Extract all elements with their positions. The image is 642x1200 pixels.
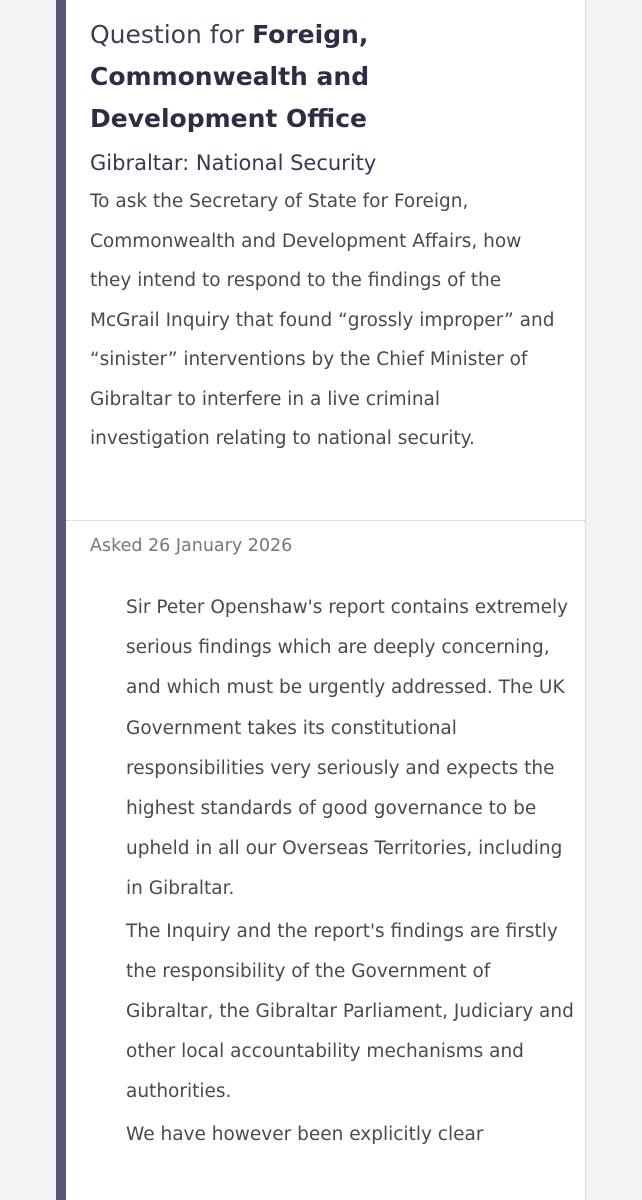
question-department-heading (90, 14, 565, 140)
asked-date: Asked 26 January 2026 (90, 536, 293, 556)
question-prefix: Question for (90, 20, 245, 49)
answer-body (126, 588, 576, 1157)
written-question-card (56, 0, 586, 1200)
answer-paragraph: Sir Peter Openshaw's report contains extremely serious findings which are deeply concerning, and which must be urgently addressed. The UK Government takes its constitutional responsibilities very seriously and expects the highest standards of good governance to be upheld in all our Overseas Territories, including in Gibraltar. (126, 597, 569, 900)
question-text: To ask the Secretary of State for Foreign, Commonwealth and Development Affairs, how they intend to respond to the findings of the McGrail Inquiry that found “grossly improper” and “sinister” interventions by the Chief Minister of Gibraltar to interfere in a live criminal investigation relating to national security. (90, 191, 555, 449)
answer-paragraph: The Inquiry and the report's findings are firstly the responsibility of the Government of Gibraltar, the Gibraltar Parliament, Judiciary and other local accountability mechanisms and authorities. (126, 920, 574, 1103)
section-divider (66, 520, 585, 521)
department-name[interactable]: Foreign, Commonwealth and Development Office (90, 20, 370, 133)
question-header (66, 0, 585, 459)
question-subject: Gibraltar: National Security (90, 151, 377, 175)
answer-paragraph: We have however been explicitly clear (126, 1123, 484, 1145)
